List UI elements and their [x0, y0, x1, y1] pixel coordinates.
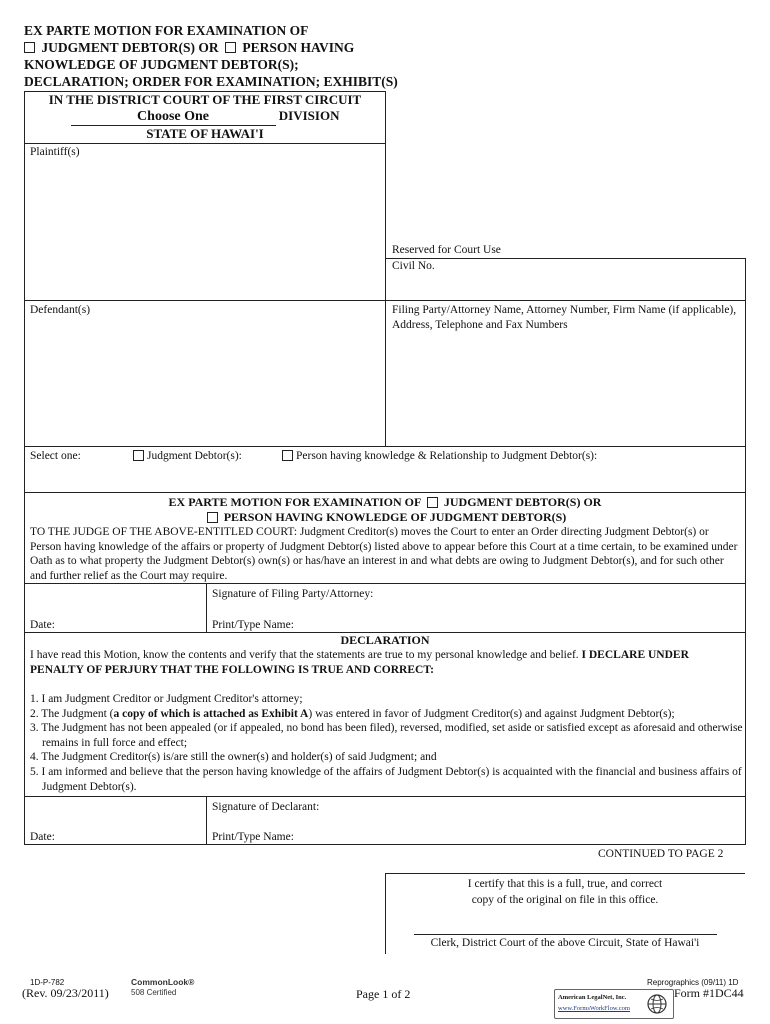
- declaration-intro-text: I have read this Motion, know the contents and verify that the statements are true to my personal knowledge and belief.: [30, 649, 579, 661]
- declaration-item-3: 3. The Judgment has not been appealed (or if appealed, no bond has been filed), reversed, modified, set aside or satisfied except as aforesaid and otherwise remains in full force and effect;: [30, 722, 743, 749]
- continued-label: CONTINUED TO PAGE 2: [598, 848, 724, 860]
- declaration-heading: DECLARATION: [340, 633, 430, 647]
- motion-heading-1a: EX PARTE MOTION FOR EXAMINATION OF: [168, 495, 421, 509]
- option-judgment-debtor[interactable]: [133, 449, 242, 464]
- declaration-item-2: [30, 707, 744, 722]
- motion-signature-label[interactable]: Signature of Filing Party/Attorney:: [212, 588, 374, 600]
- title-line-1: EX PARTE MOTION FOR EXAMINATION OF: [24, 23, 309, 38]
- option1-checkbox[interactable]: [133, 450, 144, 461]
- revision-date: (Rev. 09/23/2011): [22, 986, 109, 1000]
- certified-label: 508 Certified: [131, 988, 177, 997]
- filing-party-label[interactable]: Filing Party/Attorney Name, Attorney Number, Firm Name (if applicable), Address, Telephone and Fax Numbers: [392, 304, 737, 331]
- declaration-item-5: 5. I am informed and believe that the person having knowledge of the affairs of Judgment Debtor(s) is acquainted with the financial and business affairs of Judgment Debtor(s).: [30, 765, 742, 793]
- declarant-signature-label[interactable]: Signature of Declarant:: [212, 801, 320, 813]
- certify-line-1: I certify that this is a full, true, and correct: [467, 878, 663, 890]
- clerk-signature-line[interactable]: [414, 934, 717, 935]
- court-header: [24, 92, 386, 142]
- declarant-date-label[interactable]: Date:: [30, 831, 55, 843]
- title-line-2a: JUDGMENT DEBTOR(S) OR: [41, 40, 219, 55]
- division-row: [24, 108, 386, 126]
- motion-sig-divider: [206, 583, 207, 632]
- motion-person-checkbox[interactable]: [207, 512, 218, 523]
- certify-line-2: copy of the original on file in this office.: [471, 894, 659, 906]
- form-code: 1D-P-782: [30, 978, 65, 987]
- select-top: [24, 446, 745, 447]
- clerk-label: Clerk, District Court of the above Circuit, State of Hawai'i: [430, 937, 700, 949]
- civil-no-label[interactable]: Civil No.: [392, 260, 435, 272]
- motion-heading-2: [24, 510, 746, 525]
- motion-heading-1: [24, 495, 746, 510]
- declaration-item-4: 4. The Judgment Creditor(s) is/are still the owner(s) and holder(s) of said Judgment; and: [30, 751, 437, 764]
- title-line-4: DECLARATION; ORDER FOR EXAMINATION; EXHIBIT(S): [24, 74, 398, 89]
- declarant-print-name-label[interactable]: Print/Type Name:: [212, 831, 294, 843]
- item2-part-c: ) was entered in favor of Judgment Creditor(s) and against Judgment Debtor(s);: [308, 707, 675, 720]
- form-number: Form #1DC44: [674, 986, 744, 1000]
- title-line-3: KNOWLEDGE OF JUDGMENT DEBTOR(S);: [24, 57, 299, 72]
- select-bottom: [24, 492, 745, 493]
- division-label: DIVISION: [278, 108, 340, 123]
- judgment-debtor-checkbox[interactable]: [24, 42, 35, 53]
- declaration-intro: [30, 648, 742, 677]
- legalnet-globe-icon: [647, 994, 667, 1014]
- motion-print-name-label[interactable]: Print/Type Name:: [212, 619, 294, 631]
- motion-body: TO THE JUDGE OF THE ABOVE-ENTITLED COURT: Judgment Creditor(s) moves the Court to enter an Order directing Judgment Debtor(s) or Person having knowledge of the affairs or property of Judgment Debtor(s) listed above to appear before this Court at a time certain, to be examined under Oath as to what property the Judgment Debtor(s) own(s) or has/have an interest in and what debts are owing to Judgment Debtor(s), and for such other and further relief as the Court may require.: [30, 526, 738, 582]
- select-label: Select one:: [30, 450, 81, 462]
- declarant-sig-divider: [206, 796, 207, 845]
- court-line-1: IN THE DISTRICT COURT OF THE FIRST CIRCUIT: [48, 92, 362, 107]
- option-person-having[interactable]: [282, 449, 597, 464]
- civil-no-top: [386, 258, 745, 259]
- declaration-item-1: 1. I am Judgment Creditor or Judgment Creditor's attorney;: [30, 693, 303, 705]
- reserved-label: Reserved for Court Use: [392, 244, 501, 256]
- reprographics-label: Reprographics (09/11) 1D: [647, 978, 739, 987]
- right-border: [745, 258, 746, 844]
- title-line-2b: PERSON HAVING: [242, 40, 355, 55]
- motion-date-label[interactable]: Date:: [30, 619, 55, 631]
- bottom-border: [24, 844, 746, 845]
- option1-label: Judgment Debtor(s):: [147, 450, 242, 462]
- item2-part-a: 2. The Judgment (: [30, 707, 114, 720]
- motion-debtor-checkbox[interactable]: [427, 497, 438, 508]
- declaration-items: [30, 692, 744, 794]
- left-border: [24, 91, 25, 845]
- option2-label: Person having knowledge & Relationship to Judgment Debtor(s):: [296, 450, 598, 462]
- court-box-bottom: [24, 143, 386, 144]
- plaintiff-label: Plaintiff(s): [30, 146, 80, 158]
- person-having-checkbox[interactable]: [225, 42, 236, 53]
- title-line-2: [24, 39, 398, 56]
- caption-divider: [385, 91, 386, 447]
- item2-part-b: a copy of which is attached as Exhibit A: [113, 707, 309, 720]
- defendant-line: [24, 300, 745, 301]
- option2-checkbox[interactable]: [282, 450, 293, 461]
- commonlook-label: CommonLook®: [131, 977, 195, 987]
- declaration-intro-bold: I DECLARE UNDER PENALTY OF PERJURY THAT THE FOLLOWING IS TRUE AND CORRECT:: [30, 649, 689, 676]
- state-name: STATE OF HAWAI'I: [146, 126, 264, 141]
- declarant-sig-top: [24, 796, 745, 797]
- motion-heading-2-text: PERSON HAVING KNOWLEDGE OF JUDGMENT DEBTOR(S): [223, 510, 567, 524]
- legalnet-website[interactable]: www.FormsWorkFlow.com: [558, 1005, 630, 1012]
- legalnet-name: American LegalNet, Inc.: [558, 994, 627, 1001]
- defendant-label: Defendant(s): [30, 304, 91, 316]
- motion-heading-1b: JUDGMENT DEBTOR(S) OR: [443, 495, 602, 509]
- division-select[interactable]: Choose One: [71, 109, 276, 126]
- page-number: Page 1 of 2: [356, 987, 411, 1001]
- motion-heading: [24, 495, 746, 525]
- form-title: [24, 22, 398, 90]
